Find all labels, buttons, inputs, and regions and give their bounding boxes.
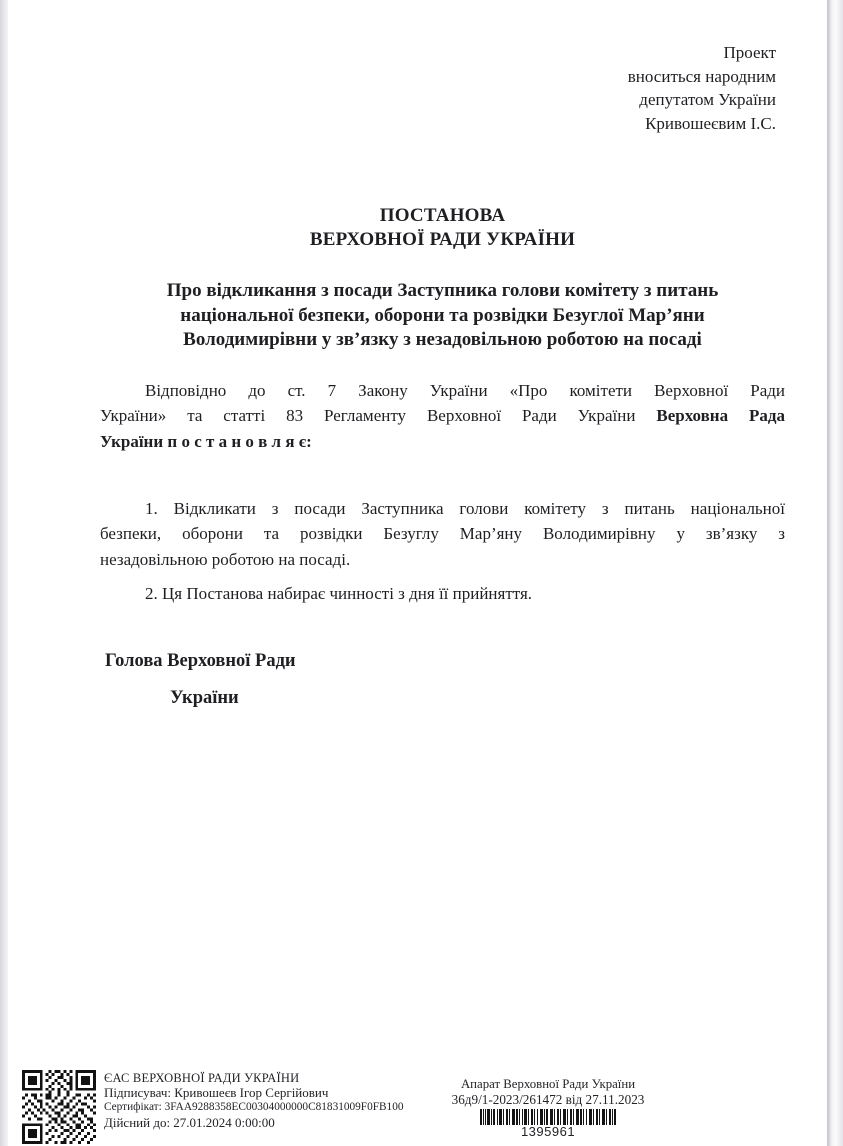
preamble-line: [100, 429, 785, 454]
document-title-line: ВЕРХОВНОЇ РАДИ УКРАЇНИ: [309, 228, 576, 250]
preamble-paragraph: [100, 378, 785, 454]
item-line: 1. Відкликати з посади Заступника голови комітету з питань національної: [145, 499, 785, 518]
preamble-bold-text: України п о с т а н о в л я є:: [100, 431, 312, 451]
draft-note-line: вноситься народним: [627, 66, 776, 86]
subject-line: Про відкликання з посади Заступника голови комітету з питань: [166, 280, 719, 301]
signature-stamp-block: [104, 1071, 434, 1130]
item-line: 2. Ця Постанова набирає чинності з дня її прийняття.: [145, 584, 533, 603]
stamp-org-label: Апарат Верховної Ради України: [460, 1077, 636, 1091]
resolution-item-1: [100, 496, 785, 572]
subject-heading: [100, 279, 785, 353]
signer-name-label: Підписувач: Кривошеєв Ігор Сергійович: [104, 1084, 329, 1100]
scan-edge-left: [0, 0, 8, 1146]
document-title-line: ПОСТАНОВА: [379, 205, 506, 226]
item-line: незадовільною роботою на посаді.: [100, 549, 351, 569]
validity-label: Дійсний до: 27.01.2024 0:00:00: [104, 1114, 275, 1130]
certificate-label: Сертифікат: 3FAA9288358EC00304000000C81831009F0FB100: [104, 1101, 404, 1114]
eas-system-label: ЄАС ВЕРХОВНОЇ РАДИ УКРАЇНИ: [104, 1071, 300, 1085]
qr-code-icon: [22, 1068, 96, 1146]
preamble-line: Відповідно до ст. 7 Закону України «Про комітети Верховної Ради: [145, 381, 785, 400]
barcode-icon: [480, 1109, 616, 1125]
document-title: [100, 204, 785, 251]
draft-note-line: Проект: [723, 43, 776, 62]
preamble-text: України» та статті 83 Регламенту Верховної Ради України: [100, 406, 636, 426]
draft-note-line: депутатом України: [639, 90, 776, 109]
draft-note-line: Кривошеєвим І.С.: [645, 113, 776, 133]
subject-line: Володимирівни у зв’язку з незадовільною роботою на посаді: [183, 329, 702, 350]
preamble-bold-text: Верховна Рада: [656, 406, 786, 426]
draft-note: [476, 41, 776, 135]
item-line: безпеки, оборони та розвідки Безуглу Мар’яну Володимирівну у зв’язку з: [100, 524, 785, 544]
barcode-number: 1395961: [520, 1124, 576, 1139]
resolution-item-2: [100, 581, 785, 606]
registration-stamp-block: [440, 1077, 656, 1139]
subject-line: національної безпеки, оборони та розвідки Безуглої Мар’яни: [180, 304, 705, 326]
scan-edge-right: [827, 0, 843, 1146]
preamble-line: [100, 403, 785, 428]
stamp-number-label: 36д9/1-2023/261472 від 27.11.2023: [451, 1092, 645, 1107]
signature-position: Голова Верховної Ради: [105, 651, 296, 671]
signature-org: України: [170, 688, 239, 708]
